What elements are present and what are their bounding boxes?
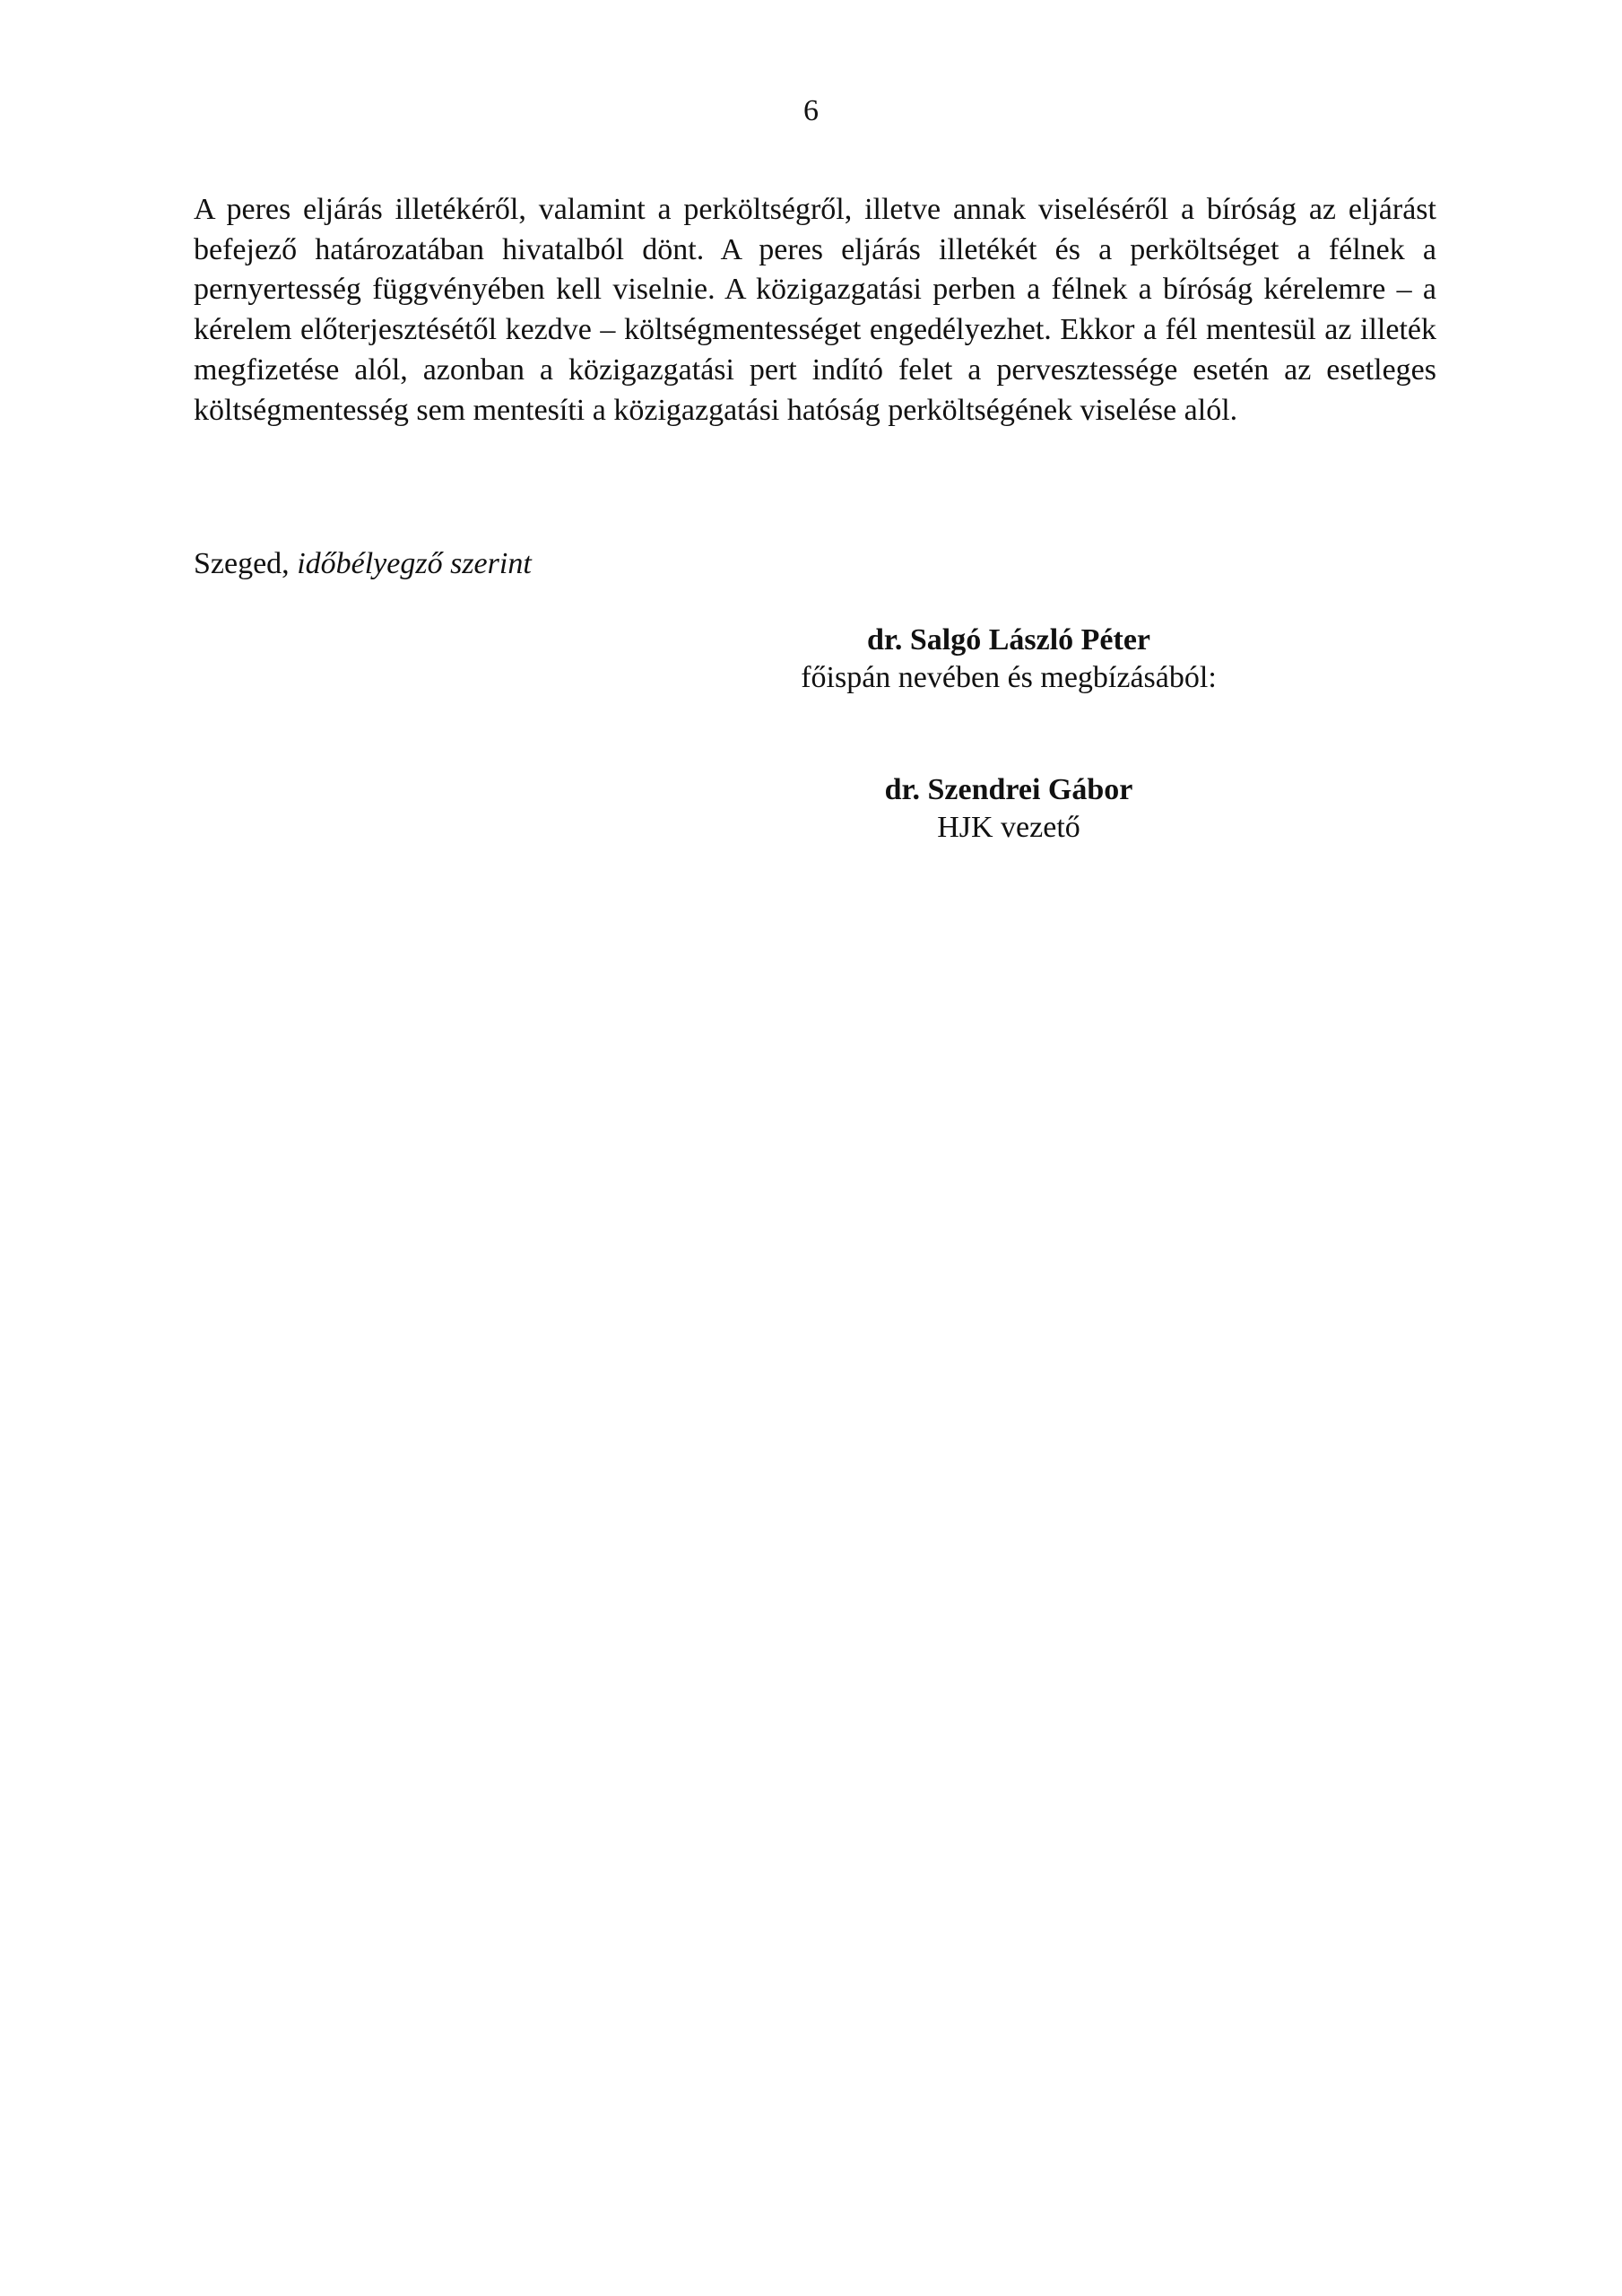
date-note: időbélyegző szerint — [297, 547, 532, 580]
signature-block-foispan — [771, 622, 1246, 697]
place-text: Szeged, — [194, 547, 298, 580]
signatory-role: főispán nevében és megbízásából: — [801, 661, 1217, 694]
signatory-name: dr. Salgó László Péter — [866, 623, 1151, 657]
body-paragraph: A peres eljárás illetékéről, valamint a perköltségről, illetve annak viseléséről a bíróság az eljárást befejező határozatában hivatalból dönt. A peres eljárás illetékét és a perköltséget a félnek a pernyertesség függvényében kell viselnie. A közigazgatási perben a félnek a bíróság kérelemre – a kérelem előterjesztésétől kezdve – költségmentességet engedélyezhet. Ekkor a fél mentesül az illeték megfizetése alól, azonban a közigazgatási pert indító felet a pervesztessége esetén az esetleges költségmentesség sem mentesíti a közigazgatási hatóság perköltségének viselése alól. — [194, 193, 1436, 427]
signature-block-hjk — [771, 771, 1246, 847]
signatory-role: HJK vezető — [937, 811, 1080, 844]
page-number: 6 — [803, 94, 819, 127]
signatory-name: dr. Szendrei Gábor — [884, 773, 1133, 806]
place-date-line — [194, 544, 532, 584]
